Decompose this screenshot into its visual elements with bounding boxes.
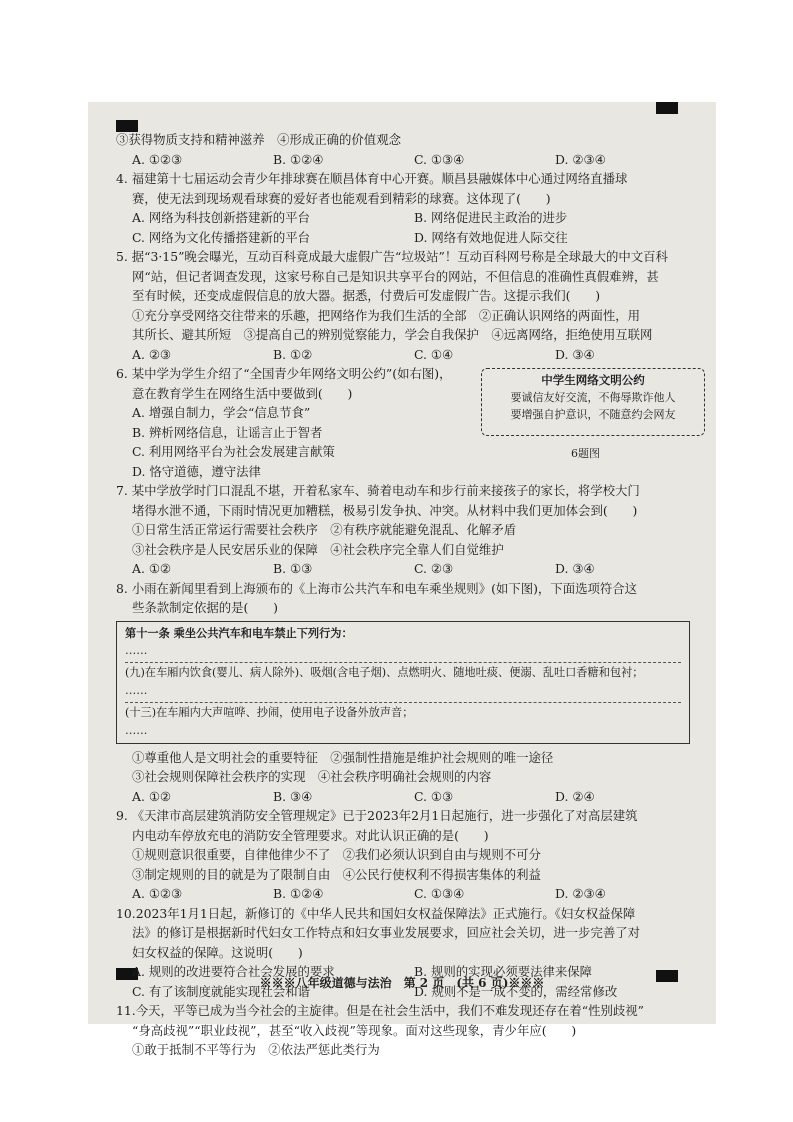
q8-statement-2: ③社会规则保障社会秩序的实现 ④社会秩序明确社会规则的内容 bbox=[132, 769, 492, 784]
q9-option-a[interactable]: A. ①②③ bbox=[132, 886, 183, 901]
figure-caption: 6题图 bbox=[571, 447, 600, 460]
q6-option-a[interactable]: A. 增强自制力，学会“信息节食” bbox=[132, 405, 311, 420]
q10-stem-2: 法》的修订是根据新时代妇女工作特点和妇女事业发展要求，回应社会关切，进一步完善了对 bbox=[132, 925, 641, 940]
q9-options bbox=[116, 884, 696, 904]
q4-stem-1: 4. 福建第十七届运动会青少年排球赛在顺昌体育中心开赛。顺昌县融媒体中心通过网络直播球 bbox=[116, 171, 628, 186]
q11-statement-1: ①敢于抵制不平等行为 ②依法严惩此类行为 bbox=[132, 1042, 380, 1057]
q11-stem-2: “身高歧视”“职业歧视”，甚至“收入歧视”等现象。面对这些现象，青少年应( ) bbox=[132, 1022, 577, 1038]
q8-option-a[interactable]: A. ①② bbox=[132, 788, 172, 804]
q3-option-a[interactable]: A. ①②③ bbox=[132, 151, 183, 167]
q5-option-c[interactable]: C. ①④ bbox=[414, 346, 454, 362]
q7-option-a[interactable]: A. ①② bbox=[132, 561, 172, 576]
q4-option-b[interactable]: B. 网络促进民主政治的进步 bbox=[414, 210, 568, 225]
q9-option-d[interactable]: D. ②③④ bbox=[555, 886, 606, 901]
q6-block bbox=[116, 364, 696, 481]
rule-ellipsis-2: …… bbox=[125, 684, 148, 697]
q4-options-row-1 bbox=[116, 208, 696, 228]
q3-option-c[interactable]: C. ①③④ bbox=[414, 151, 465, 167]
registration-mark-top-right bbox=[656, 102, 678, 114]
civility-pact-box bbox=[481, 368, 705, 436]
rule-item-9: (九)在车厢内饮食(婴儿、病人除外)、吸烟(含电子烟)、点燃明火、随地吐痰、便溺、乱吐口香糖和包衬； bbox=[125, 665, 644, 679]
q9-option-c[interactable]: C. ①③④ bbox=[414, 886, 465, 901]
q3-option-b[interactable]: B. ①②④ bbox=[273, 151, 324, 167]
rule-ellipsis-3: …… bbox=[125, 724, 148, 737]
q10-option-d[interactable]: D. 规则不是一成不变的，需经常修改 bbox=[414, 983, 618, 999]
q6-stem-2: 意在教育学生在网络生活中要做到( ) bbox=[132, 385, 353, 401]
rule-divider bbox=[125, 702, 681, 703]
q5-statement-1: ①充分享受网络交往带来的乐趣，把网络作为我们生活的全部 ②正确认识网络的两面性，用 bbox=[132, 307, 641, 323]
q3-options bbox=[116, 150, 696, 170]
q7-option-b[interactable]: B. ①③ bbox=[273, 561, 313, 576]
q8-stem-2: 些条款制定依据的是( ) bbox=[132, 600, 278, 615]
q4-option-a[interactable]: A. 网络为科技创新搭建新的平台 bbox=[132, 210, 310, 225]
rule-ellipsis-1: …… bbox=[125, 644, 148, 657]
q10-option-a[interactable]: A. 规则的改进要符合社会发展的要求 bbox=[132, 964, 335, 979]
q7-option-c[interactable]: C. ②③ bbox=[414, 561, 454, 576]
q4-stem-2: 赛，使无法到现场观看球赛的爱好者也能观看到精彩的球赛。这体现了( ) bbox=[132, 190, 551, 206]
q5-statement-2: 其所长、避其所短 ③提高自己的辨别觉察能力，学会自我保护 ④远离网络，拒绝使用互联网 bbox=[132, 327, 653, 342]
q5-option-a[interactable]: A. ②③ bbox=[132, 346, 172, 362]
bus-rules-box bbox=[116, 621, 690, 744]
exam-sheet bbox=[88, 102, 716, 1057]
q6-option-c[interactable]: C. 利用网络平台为社会发展建言献策 bbox=[132, 444, 335, 459]
civility-pact-line-1: 要诚信友好交流，不侮辱欺诈他人 bbox=[510, 391, 676, 404]
q8-option-c[interactable]: C. ①③ bbox=[414, 788, 454, 804]
q10-stem-3: 妇女权益的保障。这说明( ) bbox=[132, 944, 303, 960]
q9-statement-2: ③制定规则的目的就是为了限制自由 ④公民行使权利不得损害集体的利益 bbox=[132, 866, 541, 882]
q8-option-b[interactable]: B. ③④ bbox=[273, 788, 313, 804]
q7-stem-1: 7. 某中学放学时门口混乱不堪，开着私家车、骑着电动车和步行前来接孩子的家长，将学校大门 bbox=[116, 483, 640, 498]
q5-option-b[interactable]: B. ①② bbox=[273, 346, 313, 362]
q8-options bbox=[116, 787, 696, 807]
rule-item-13: (十三)在车厢内大声喧哗、抄闹，使用电子设备外放声音； bbox=[125, 705, 414, 719]
question-content bbox=[116, 130, 696, 1060]
q6-option-d[interactable]: D. 恪守道德，遵守法律 bbox=[132, 463, 261, 479]
q9-stem-2: 内电动车停放充电的消防安全管理要求。对此认识正确的是( ) bbox=[132, 827, 489, 843]
q4-option-d[interactable]: D. 网络有效地促进人际交往 bbox=[414, 229, 568, 245]
q9-option-b[interactable]: B. ①②④ bbox=[273, 886, 324, 901]
civility-pact-title: 中学生网络文明公约 bbox=[541, 373, 645, 387]
q5-options bbox=[116, 345, 696, 365]
q3-option-d[interactable]: D. ②③④ bbox=[555, 151, 606, 167]
q5-stem-2: 网“站，但记者调查发现，这家号称自己是知识共享平台的网站，不但信息的准确性真假难辨，甚 bbox=[132, 268, 659, 284]
q8-statement-1: ①尊重他人是文明社会的重要特征 ②强制性措施是维护社会规则的唯一途径 bbox=[132, 749, 554, 765]
q10-stem-1: 10.2023年1月1日起，新修订的《中华人民共和国妇女权益保障法》正式施行。《妇女权益保障 bbox=[116, 905, 636, 921]
q11-stem-1: 11.今天，平等已成为当今社会的主旋律。但是在社会生活中，我们不难发现还存在着“性别歧视” bbox=[116, 1003, 644, 1018]
q7-statement-1: ①日常生活正常运行需要社会秩序 ②有秩序就能避免混乱、化解矛盾 bbox=[132, 522, 517, 537]
q9-stem-1: 9. 《天津市高层建筑消防安全管理规定》已于2023年2月1日起施行，进一步强化了对高层建筑 bbox=[116, 808, 638, 823]
q3-statement: ③获得物质支持和精神滋养 ④形成正确的价值观念 bbox=[116, 132, 401, 147]
q8-stem-1: 8. 小雨在新闻里看到上海颁布的《上海市公共汽车和电车乘坐规则》(如下图)，下面选项符合这 bbox=[116, 580, 638, 596]
q8-option-d[interactable]: D. ②④ bbox=[555, 788, 595, 804]
rule-divider bbox=[125, 662, 681, 663]
civility-pact-line-2: 要增强自护意识，不随意约会网友 bbox=[510, 408, 676, 421]
page-footer: ※※※八年级道德与法治 第 2 页 (共 6 页)※※※ bbox=[259, 976, 545, 990]
q7-options bbox=[116, 559, 696, 579]
q6-stem-1: 6. 某中学为学生介绍了“全国青少年网络文明公约”(如右图)， bbox=[116, 366, 452, 381]
q4-option-c[interactable]: C. 网络为文化传播搭建新的平台 bbox=[132, 229, 310, 245]
q7-stem-2: 堵得水泄不通，下雨时情况更加糟糕，极易引发争执、冲突。从材料中我们更加体会到( ) bbox=[132, 502, 638, 518]
q5-stem-1: 5. 据“3·15”晚会曝光，互动百科竟成最大虚假广告“垃圾站”！互动百科网号称是全球最大的中文百科 bbox=[116, 249, 668, 264]
q6-option-b[interactable]: B. 辨析网络信息，让谣言止于智者 bbox=[132, 424, 323, 440]
rule-heading: 第十一条 乘坐公共汽车和电车禁止下列行为： bbox=[125, 625, 353, 640]
q7-option-d[interactable]: D. ③④ bbox=[555, 561, 595, 576]
q4-options-row-2 bbox=[116, 228, 696, 248]
q10-option-b[interactable]: B. 规则的实现必须要法律来保障 bbox=[414, 964, 593, 979]
q7-statement-2: ③社会秩序是人民安居乐业的保障 ④社会秩序完全靠人们自觉维护 bbox=[132, 541, 504, 557]
q5-stem-3: 至有时候，还变成虚假信息的放大器。据悉，付费后可发虚假广告。这提示我们( ) bbox=[132, 288, 601, 303]
q10-option-c[interactable]: C. 有了该制度就能实现社会和谐 bbox=[132, 983, 310, 999]
q5-option-d[interactable]: D. ③④ bbox=[555, 346, 595, 362]
q9-statement-1: ①规则意识很重要，自律他律少不了 ②我们必须认识到自由与规则不可分 bbox=[132, 847, 541, 862]
